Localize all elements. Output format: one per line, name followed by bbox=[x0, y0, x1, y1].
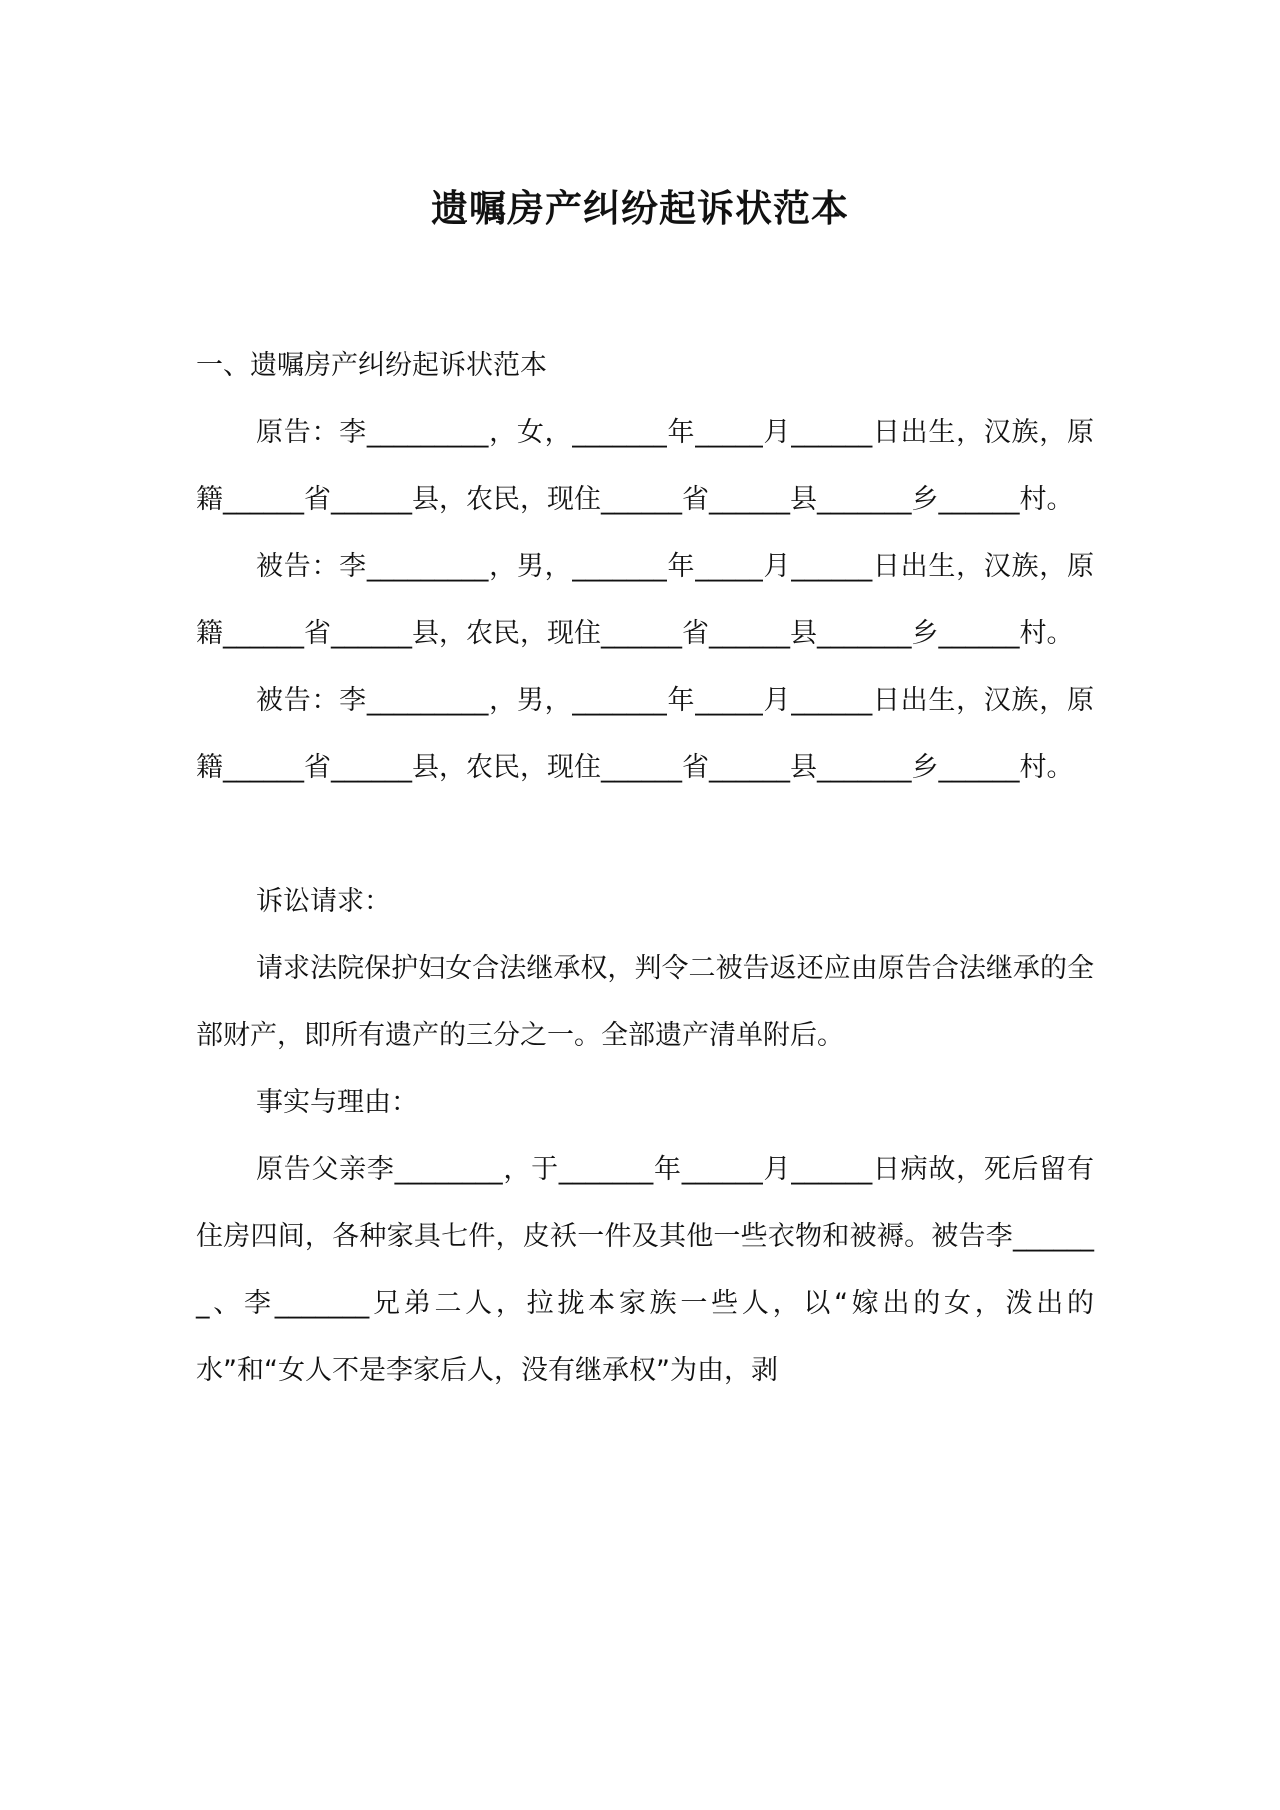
document-body bbox=[196, 332, 1094, 1404]
defendant-paragraph-2: 被告：李_________，男，_______年_____月______日出生，汉族，原籍______省______县，农民，现住______省______县_______乡______村。 bbox=[196, 685, 1094, 783]
document-title: 遗嘱房产纠纷起诉状范本 bbox=[431, 187, 849, 230]
facts-paragraph: 原告父亲李________，于_______年______月______日病故，死后留有住房四间，各种家具七件，皮袄一件及其他一些衣物和被褥。被告李_______、李_______兄弟二人，拉拢本家族一些人，以“嫁出的女，泼出的水”和“女人不是李家后人，没有继承权”为由，剥 bbox=[196, 1154, 1094, 1386]
section-heading: 一、遗嘱房产纠纷起诉状范本 bbox=[196, 350, 547, 381]
claims-heading: 诉讼请求： bbox=[256, 886, 391, 917]
plaintiff-paragraph: 原告：李_________，女，_______年_____月______日出生，汉族，原籍______省______县，农民，现住______省______县_______乡______村。 bbox=[196, 417, 1094, 515]
facts-heading: 事实与理由： bbox=[256, 1087, 418, 1118]
defendant-paragraph-1: 被告：李_________，男，_______年_____月______日出生，汉族，原籍______省______县，农民，现住______省______县_______乡______村。 bbox=[196, 551, 1094, 649]
claims-paragraph: 请求法院保护妇女合法继承权，判令二被告返还应由原告合法继承的全部财产，即所有遗产的三分之一。全部遗产清单附后。 bbox=[196, 953, 1094, 1051]
